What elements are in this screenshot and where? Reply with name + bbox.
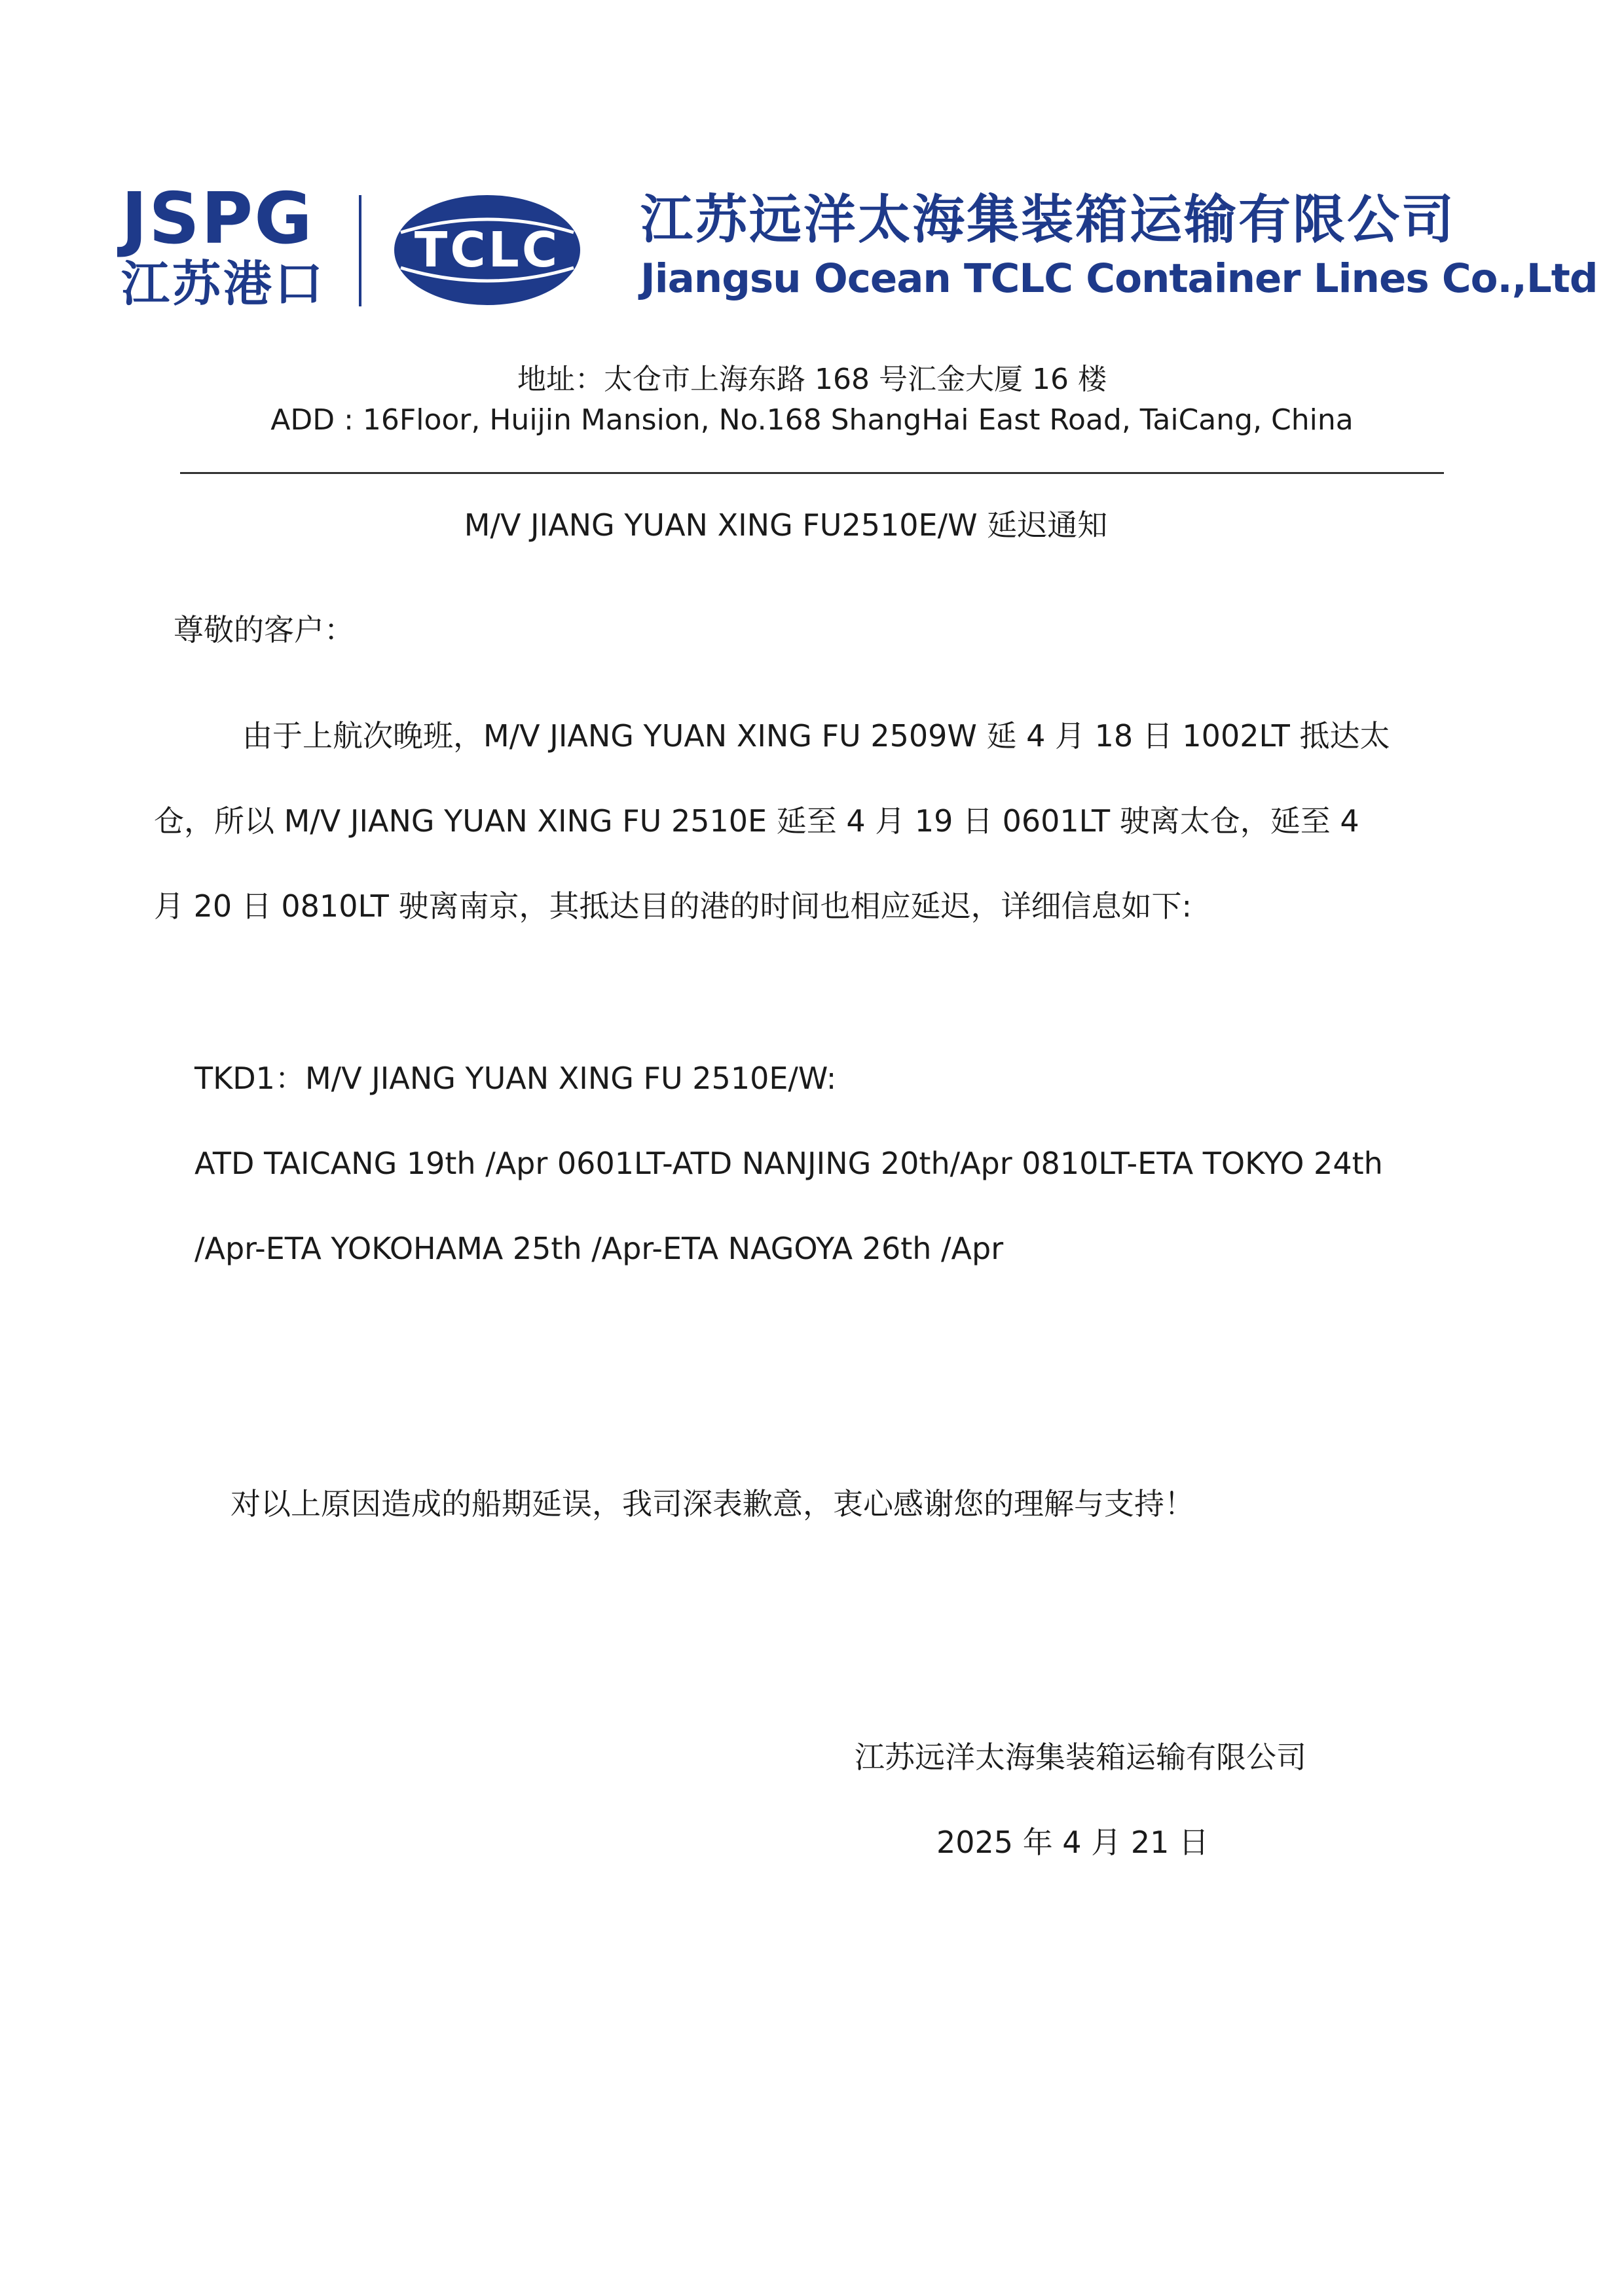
tclc-logo-text: TCLC: [414, 222, 561, 278]
schedule-vessel: TKD1：M/V JIANG YUAN XING FU 2510E/W:: [194, 1061, 837, 1096]
jspg-logo: [121, 178, 337, 314]
salutation: 尊敬的客户：: [174, 612, 354, 647]
jspg-logo-text: JSPG: [121, 178, 314, 260]
body-line: 仓，所以 M/V JIANG YUAN XING FU 2510E 延至 4 月 19 日 0601LT 驶离太仓，延至 4: [154, 803, 1359, 839]
address-en: ADD : 16Floor, Huijin Mansion, No.168 ShangHai East Road, TaiCang, China: [270, 403, 1354, 437]
company-name-en: Jiangsu Ocean TCLC Container Lines Co.,Ltd: [640, 255, 1598, 302]
tclc-logo: [392, 193, 583, 308]
header-divider: [180, 472, 1444, 474]
closing-remark: 对以上原因造成的船期延误，我司深表歉意，衷心感谢您的理解与支持！: [231, 1486, 1194, 1522]
schedule-line: /Apr-ETA YOKOHAMA 25th /Apr-ETA NAGOYA 26th /Apr: [194, 1231, 1004, 1266]
schedule-line: ATD TAICANG 19th /Apr 0601LT-ATD NANJING 20th/Apr 0810LT-ETA TOKYO 24th: [194, 1146, 1383, 1181]
signature-date: 2025 年 4 月 21 日: [936, 1825, 1209, 1860]
document-title: M/V JIANG YUAN XING FU2510E/W 延迟通知: [464, 507, 1108, 543]
company-name-cn: 江苏远洋太海集装箱运输有限公司: [640, 189, 1456, 250]
body-line: 月 20 日 0810LT 驶离南京，其抵达目的港的时间也相应延迟，详细信息如下:: [154, 888, 1192, 924]
body-line: 由于上航次晚班，M/V JIANG YUAN XING FU 2509W 延 4 月 18 日 1002LT 抵达太: [242, 718, 1390, 754]
signature-company: 江苏远洋太海集装箱运输有限公司: [855, 1740, 1306, 1775]
address-cn: 地址：太仓市上海东路 168 号汇金大厦 16 楼: [517, 363, 1107, 396]
logo-divider: [359, 195, 361, 306]
jspg-logo-cn: 江苏港口: [121, 256, 325, 312]
